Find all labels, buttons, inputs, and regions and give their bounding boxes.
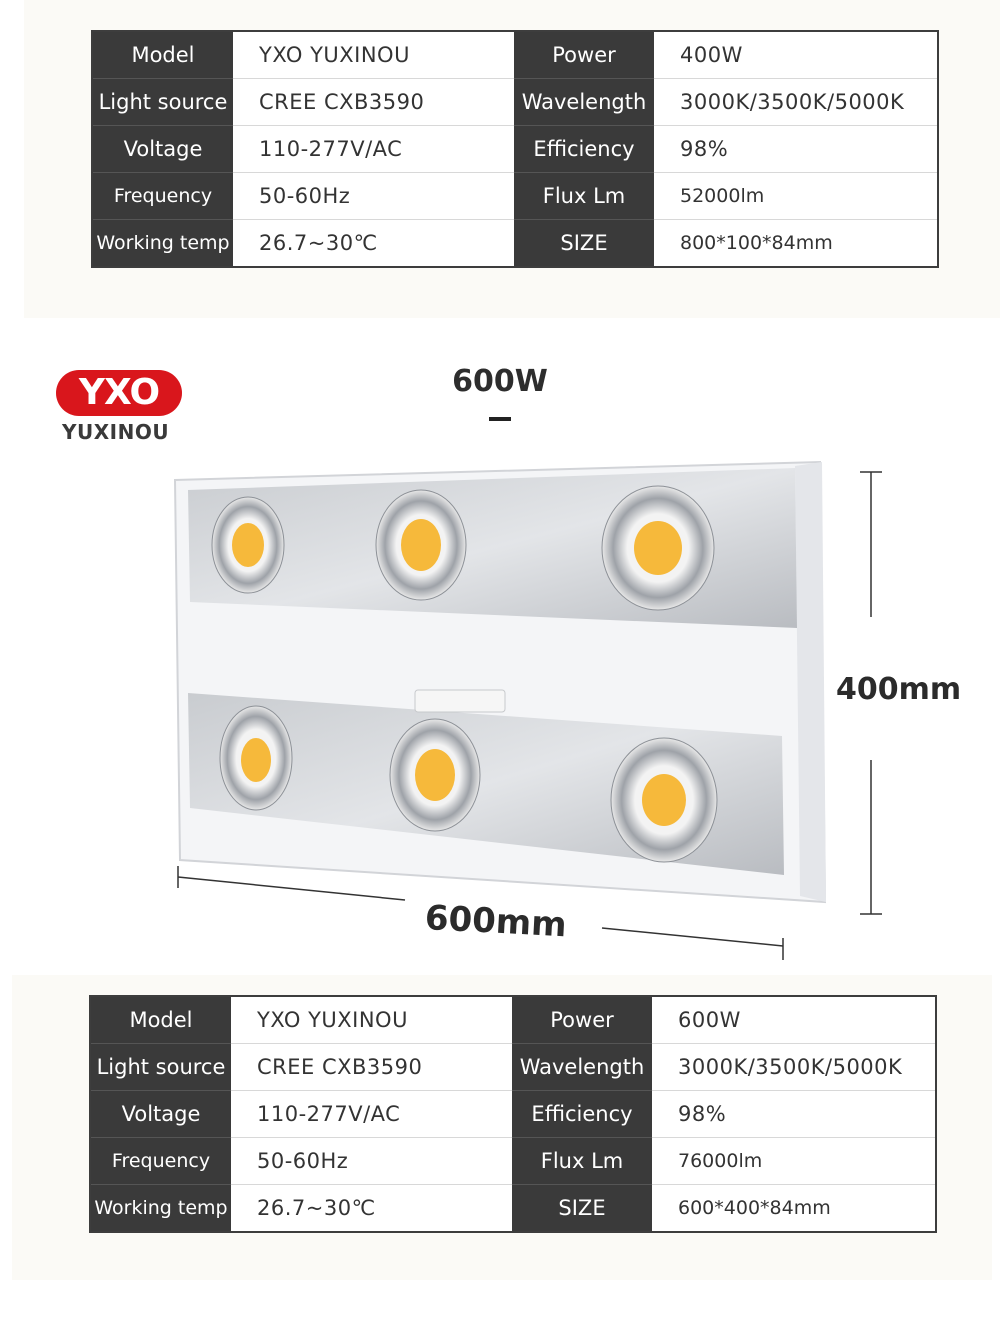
spec-value: 26.7~30℃: [259, 231, 378, 255]
spec-value: 3000K/3500K/5000K: [652, 1044, 936, 1091]
cob-lamp-6: [611, 738, 717, 862]
height-label: 400mm: [836, 672, 962, 707]
table-row: [90, 1185, 936, 1233]
spec-label: Flux Lm: [514, 173, 654, 220]
spec-value: 400W: [654, 31, 938, 79]
spec-label: Light source: [92, 79, 233, 126]
logo-badge: YXO: [56, 370, 182, 416]
table-row: [92, 79, 938, 126]
spec-label: Wavelength: [512, 1044, 652, 1091]
spec-value: 50-60Hz: [233, 173, 514, 220]
spec-value: 800*100*84mm: [680, 232, 833, 254]
spec-label: Wavelength: [514, 79, 654, 126]
spec-label: Frequency: [92, 173, 233, 220]
spec-value: CREE CXB3590: [233, 79, 514, 126]
spec-table-600w: [89, 995, 937, 1233]
spec-label: SIZE: [514, 220, 654, 268]
spec-label: Frequency: [90, 1138, 231, 1185]
spec-label: Efficiency: [512, 1091, 652, 1138]
cob-lamp-2: [376, 490, 466, 600]
spec-value: 76000lm: [652, 1138, 936, 1185]
spec-value: 110-277V/AC: [231, 1091, 512, 1138]
spec-label: Model: [92, 31, 233, 79]
spec-label: Voltage: [92, 126, 233, 173]
spec-value: 26.7~30℃: [257, 1196, 376, 1220]
spec-label: Working temp: [90, 1185, 231, 1233]
spec-value: 98%: [654, 126, 938, 173]
product-title: 600W: [452, 364, 548, 399]
spec-label: Efficiency: [514, 126, 654, 173]
table-row: [90, 1091, 936, 1138]
spec-value: YXO YUXINOU: [233, 31, 514, 79]
spec-label: Power: [514, 31, 654, 79]
led-fixture-illustration: [0, 450, 1000, 970]
yxo-logo: [56, 370, 186, 450]
spec-label: Flux Lm: [512, 1138, 652, 1185]
spec-value: 52000lm: [654, 173, 938, 220]
spec-label: Power: [512, 996, 652, 1044]
spec-value: 600*400*84mm: [678, 1197, 831, 1219]
spec-value: 50-60Hz: [231, 1138, 512, 1185]
spec-label: Light source: [90, 1044, 231, 1091]
spec-value: 600W: [652, 996, 936, 1044]
spec-label: Model: [90, 996, 231, 1044]
table-row: [90, 996, 936, 1044]
spec-value: 110-277V/AC: [233, 126, 514, 173]
width-label: 600mm: [423, 898, 568, 946]
spec-label: Voltage: [90, 1091, 231, 1138]
cob-lamp-4: [220, 706, 292, 810]
spec-value: YXO YUXINOU: [231, 996, 512, 1044]
table-row: [92, 173, 938, 220]
title-underline: [489, 417, 511, 421]
cob-lamp-1: [212, 497, 284, 593]
table-row: [92, 126, 938, 173]
table-row: [90, 1138, 936, 1185]
driver-box: [415, 690, 505, 712]
table-row: [92, 220, 938, 268]
spec-label: SIZE: [512, 1185, 652, 1233]
spec-label: Working temp: [92, 220, 233, 268]
table-row: [92, 31, 938, 79]
spec-value: 3000K/3500K/5000K: [654, 79, 938, 126]
spec-value: CREE CXB3590: [231, 1044, 512, 1091]
table-row: [90, 1044, 936, 1091]
cob-lamp-3: [602, 486, 714, 610]
logo-text: YUXINOU: [62, 420, 170, 444]
frame-side: [795, 462, 826, 902]
spec-table-400w: [91, 30, 939, 268]
spec-value: 98%: [652, 1091, 936, 1138]
cob-lamp-5: [390, 719, 480, 831]
